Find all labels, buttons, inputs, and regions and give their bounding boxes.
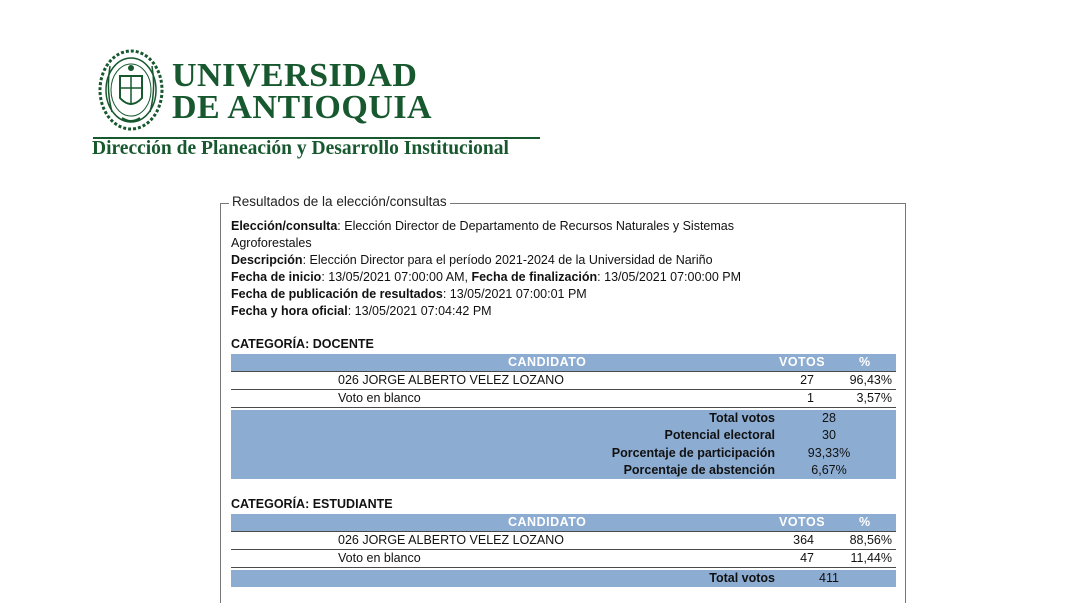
table-row	[231, 372, 896, 390]
publication-label: Fecha de publicación de resultados	[231, 287, 443, 301]
start-date-label: Fecha de inicio	[231, 270, 322, 284]
header-votes: VOTOS	[779, 515, 826, 529]
publication-line	[231, 286, 871, 303]
category-title: CATEGORÍA: ESTUDIANTE	[231, 497, 393, 511]
summary-row-potential	[231, 427, 896, 444]
header-votes: VOTOS	[779, 355, 826, 369]
candidate-votes: 364	[793, 533, 814, 547]
summary-value: 30	[822, 428, 836, 443]
summary-value: 28	[822, 411, 836, 425]
dates-line	[231, 269, 871, 286]
candidate-name: Voto en blanco	[338, 391, 421, 405]
header-percent: %	[859, 355, 871, 369]
table-row	[231, 390, 896, 408]
candidate-name: 026 JORGE ALBERTO VELEZ LOZANO	[338, 533, 565, 547]
summary-row-abstention	[231, 462, 896, 479]
description-label: Descripción	[231, 253, 303, 267]
header-percent: %	[859, 515, 871, 529]
university-seal-icon	[98, 48, 164, 132]
table-header	[231, 514, 896, 532]
summary-block	[231, 410, 896, 479]
summary-label: Porcentaje de participación	[611, 445, 775, 460]
table-header	[231, 354, 896, 372]
department-subtitle: Dirección de Planeación y Desarrollo Institucional	[92, 138, 509, 159]
summary-label: Total votos	[709, 411, 775, 425]
summary-value: 411	[819, 571, 839, 585]
candidate-votes: 1	[807, 391, 814, 405]
table-row	[231, 550, 896, 568]
candidate-name: 026 JORGE ALBERTO VELEZ LOZANO	[338, 373, 565, 387]
publication-value: : 13/05/2021 07:00:01 PM	[442, 287, 587, 301]
summary-value: 93,33%	[807, 445, 851, 460]
table-row	[231, 532, 896, 550]
candidate-percent: 88,56%	[849, 533, 892, 547]
header-candidate: CANDIDATO	[508, 355, 587, 369]
end-date-value: : 13/05/2021 07:00:00 PM	[597, 270, 742, 284]
summary-label: Total votos	[709, 571, 775, 585]
end-date-label: Fecha de finalización	[471, 270, 598, 284]
election-value-continuation: Agroforestales	[231, 236, 312, 250]
university-name	[172, 57, 433, 126]
election-metadata	[231, 218, 871, 320]
summary-label: Potencial electoral	[664, 428, 775, 443]
summary-value: 6,67%	[811, 462, 847, 477]
candidate-votes: 47	[800, 551, 814, 565]
candidate-name: Voto en blanco	[338, 551, 421, 565]
official-time-value: : 13/05/2021 07:04:42 PM	[347, 304, 492, 318]
candidate-percent: 11,44%	[850, 551, 892, 565]
election-line	[231, 218, 871, 235]
university-name-line1: UNIVERSIDAD	[172, 57, 418, 94]
results-panel-legend: Resultados de la elección/consultas	[229, 194, 450, 210]
summary-row-total	[231, 410, 896, 427]
election-value: : Elección Director de Departamento de Recursos Naturales y Sistemas	[337, 219, 734, 233]
candidate-percent: 96,43%	[849, 373, 892, 387]
category-title: CATEGORÍA: DOCENTE	[231, 337, 374, 351]
election-label: Elección/consulta	[231, 219, 338, 233]
description-line	[231, 252, 871, 269]
summary-label: Porcentaje de abstención	[623, 462, 775, 477]
official-time-label: Fecha y hora oficial	[231, 304, 348, 318]
candidate-votes: 27	[800, 373, 814, 387]
results-table-docente	[231, 354, 896, 479]
summary-row-participation	[231, 445, 896, 462]
description-value: : Elección Director para el período 2021-2024 de la Universidad de Nariño	[302, 253, 713, 267]
official-time-line	[231, 303, 871, 320]
start-date-value: : 13/05/2021 07:00:00 AM,	[321, 270, 472, 284]
summary-row-total	[231, 570, 896, 587]
summary-block	[231, 570, 896, 587]
university-name-line2: DE ANTIOQUIA	[172, 89, 433, 126]
header-candidate: CANDIDATO	[508, 515, 587, 529]
candidate-percent: 3,57%	[856, 391, 892, 405]
results-table-estudiante	[231, 514, 896, 587]
